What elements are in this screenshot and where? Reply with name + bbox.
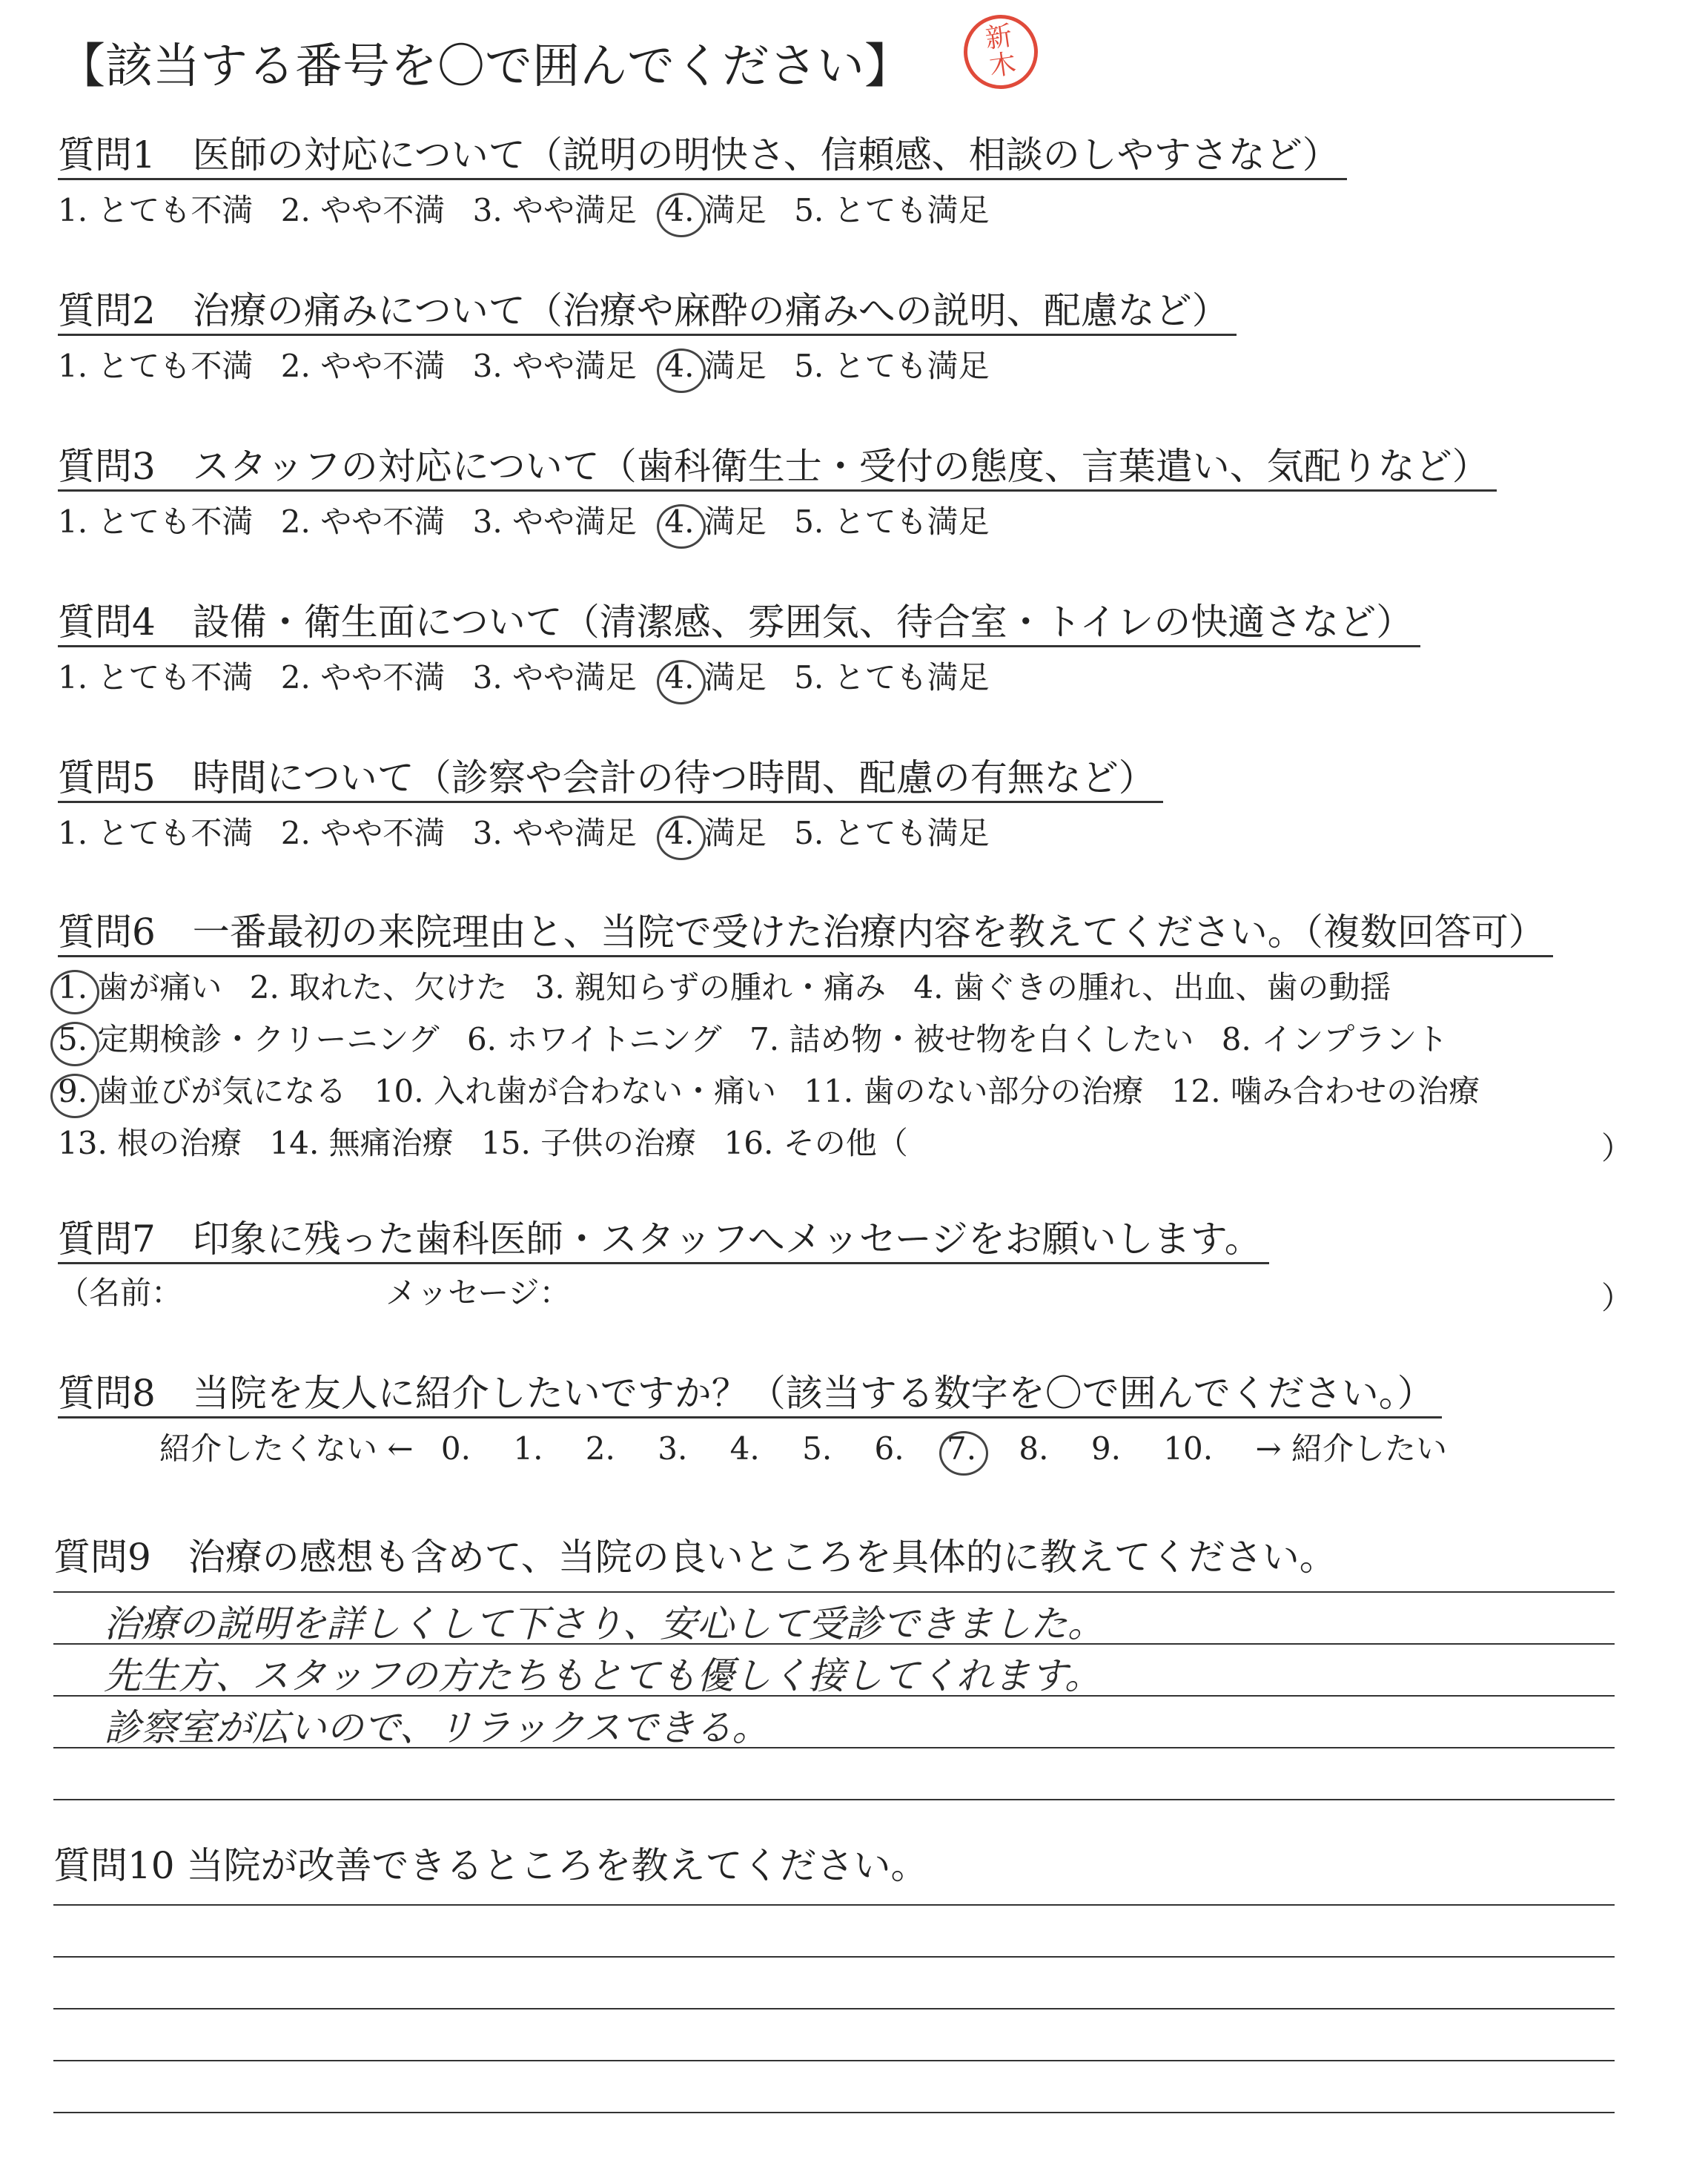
option-3[interactable]: 3. やや満足	[472, 503, 638, 540]
question-5-label: 質問5 時間について（診察や会計の待つ時間、配慮の有無など）	[58, 755, 1163, 803]
q10-line-2[interactable]	[53, 1956, 1615, 1958]
option-1[interactable]: 1. とても不満	[58, 192, 254, 228]
q7-name-field[interactable]: （名前：	[58, 1275, 183, 1311]
q8-option-0[interactable]: 0.	[440, 1430, 471, 1467]
q8-right-label: → 紹介したい	[1255, 1430, 1447, 1467]
option-3[interactable]: 3. やや満足	[472, 659, 638, 696]
question-1-label: 質問1 医師の対応について（説明の明快さ、信頼感、相談のしやすさなど）	[58, 132, 1347, 180]
q6-option-13[interactable]: 13. 根の治療	[58, 1125, 242, 1161]
question-7-label: 質問7 印象に残った歯科医師・スタッフへメッセージをお願いします。	[58, 1216, 1269, 1264]
option-3[interactable]: 3. やや満足	[472, 348, 638, 384]
q8-option-1[interactable]: 1.	[513, 1430, 543, 1467]
q9-line-2	[53, 1643, 1615, 1645]
q6-option-4[interactable]: 4. 歯ぐきの腫れ、出血、歯の動揺	[913, 969, 1391, 1005]
q9-line-1	[53, 1591, 1615, 1593]
option-3[interactable]: 3. やや満足	[472, 815, 638, 851]
option-2[interactable]: 2. やや不満	[280, 503, 446, 540]
page-title: 【該当する番号を〇で囲んでください】	[58, 39, 912, 94]
option-5[interactable]: 5. とても満足	[794, 659, 990, 696]
option-4-selected[interactable]: 4. 満足	[664, 659, 767, 696]
option-2[interactable]: 2. やや不満	[280, 192, 446, 228]
q9-line-5	[53, 1799, 1615, 1800]
q8-option-10[interactable]: 10.	[1163, 1430, 1214, 1467]
q8-option-2[interactable]: 2.	[585, 1430, 615, 1467]
question-10-label: 質問10 当院が改善できるところを教えてください。	[53, 1844, 928, 1887]
question-6-row-1	[58, 968, 1409, 1007]
option-5[interactable]: 5. とても満足	[794, 815, 990, 851]
question-6-row-4	[58, 1124, 926, 1163]
q7-message-field[interactable]: メッセージ：	[385, 1275, 571, 1311]
option-5[interactable]: 5. とても満足	[794, 192, 990, 228]
option-4-selected[interactable]: 4. 満足	[664, 503, 767, 540]
q8-option-7-selected[interactable]: 7.	[946, 1430, 977, 1467]
question-4-label: 質問4 設備・衛生面について（清潔感、雰囲気、待合室・トイレの快適さなど）	[58, 599, 1420, 647]
q6-option-9-selected[interactable]: 9. 歯並びが気になる	[58, 1073, 347, 1109]
q7-close: ）	[1601, 1280, 1633, 1316]
q8-option-9[interactable]: 9.	[1090, 1430, 1121, 1467]
question-2-label: 質問2 治療の痛みについて（治療や麻酔の痛みへの説明、配慮など）	[58, 288, 1237, 336]
question-8-label: 質問8 当院を友人に紹介したいですか？（該当する数字を〇で囲んでください。）	[58, 1370, 1442, 1418]
q8-option-5[interactable]: 5.	[802, 1430, 833, 1467]
question-6-label: 質問6 一番最初の来院理由と、当院で受けた治療内容を教えてください。（複数回答可）	[58, 909, 1553, 957]
option-3[interactable]: 3. やや満足	[472, 192, 638, 228]
option-2[interactable]: 2. やや不満	[280, 348, 446, 384]
q10-line-3[interactable]	[53, 2008, 1615, 2009]
q9-line-4	[53, 1747, 1615, 1748]
q10-line-5[interactable]	[53, 2112, 1615, 2113]
option-1[interactable]: 1. とても不満	[58, 348, 254, 384]
option-1[interactable]: 1. とても不満	[58, 815, 254, 851]
question-9-label: 質問9 治療の感想も含めて、当院の良いところを具体的に教えてください。	[53, 1536, 1337, 1579]
q6-option-11[interactable]: 11. 歯のない部分の治療	[804, 1073, 1144, 1109]
q6-option-7[interactable]: 7. 詰め物・被せ物を白くしたい	[749, 1021, 1194, 1057]
q6-option-14[interactable]: 14. 無痛治療	[269, 1125, 454, 1161]
question-5-options	[58, 814, 1007, 853]
q10-line-4[interactable]	[53, 2060, 1615, 2061]
q9-answer-line-2[interactable]: 先生方、スタッフの方たちもとても優しく接してくれます。	[104, 1654, 1102, 1697]
q6-option-10[interactable]: 10. 入れ歯が合わない・痛い	[374, 1073, 776, 1109]
q8-option-8[interactable]: 8.	[1019, 1430, 1049, 1467]
q8-option-3[interactable]: 3.	[658, 1430, 688, 1467]
option-1[interactable]: 1. とても不満	[58, 659, 254, 696]
option-5[interactable]: 5. とても満足	[794, 503, 990, 540]
seal-stamp: 新 木	[959, 10, 1043, 94]
q6-option-1-selected[interactable]: 1. 歯が痛い	[58, 969, 222, 1005]
option-2[interactable]: 2. やや不満	[280, 659, 446, 696]
q6-option-5-selected[interactable]: 5. 定期検診・クリーニング	[58, 1021, 440, 1057]
q9-line-3	[53, 1695, 1615, 1697]
q6-other-close: ）	[1601, 1130, 1633, 1166]
question-1-options	[58, 191, 1007, 230]
option-4-selected[interactable]: 4. 満足	[664, 348, 767, 384]
question-3-options	[58, 503, 1007, 541]
question-2-options	[58, 347, 1007, 386]
q8-scale	[159, 1430, 1465, 1468]
option-1[interactable]: 1. とても不満	[58, 503, 254, 540]
q8-left-label: 紹介したくない ←	[159, 1430, 414, 1467]
q8-option-6[interactable]: 6.	[874, 1430, 904, 1467]
q10-line-1[interactable]	[53, 1904, 1615, 1906]
q6-option-15[interactable]: 15. 子供の治療	[481, 1125, 697, 1161]
q9-answer-line-1[interactable]: 治療の説明を詳しくして下さり、安心して受診できました。	[104, 1602, 1105, 1645]
q6-option-12[interactable]: 12. 噛み合わせの治療	[1171, 1073, 1480, 1109]
option-2[interactable]: 2. やや不満	[280, 815, 446, 851]
q6-option-8[interactable]: 8. インプラント	[1221, 1021, 1449, 1057]
option-4-selected[interactable]: 4. 満足	[664, 192, 767, 228]
q6-option-6[interactable]: 6. ホワイトニング	[466, 1021, 722, 1057]
question-4-options	[58, 658, 1007, 697]
question-6-row-3	[58, 1072, 1497, 1111]
question-6-row-2	[58, 1020, 1466, 1059]
option-4-selected[interactable]: 4. 満足	[664, 815, 767, 851]
q9-answer-line-3[interactable]: 診察室が広いので、リラックスできる。	[104, 1706, 769, 1749]
q6-option-2[interactable]: 2. 取れた、欠けた	[249, 969, 508, 1005]
q8-option-4[interactable]: 4.	[729, 1430, 760, 1467]
option-5[interactable]: 5. とても満足	[794, 348, 990, 384]
question-3-label: 質問3 スタッフの対応について（歯科衛生士・受付の態度、言葉遣い、気配りなど）	[58, 443, 1497, 492]
q6-option-16[interactable]: 16. その他（	[724, 1125, 908, 1161]
q6-option-3[interactable]: 3. 親知らずの腫れ・痛み	[534, 969, 887, 1005]
